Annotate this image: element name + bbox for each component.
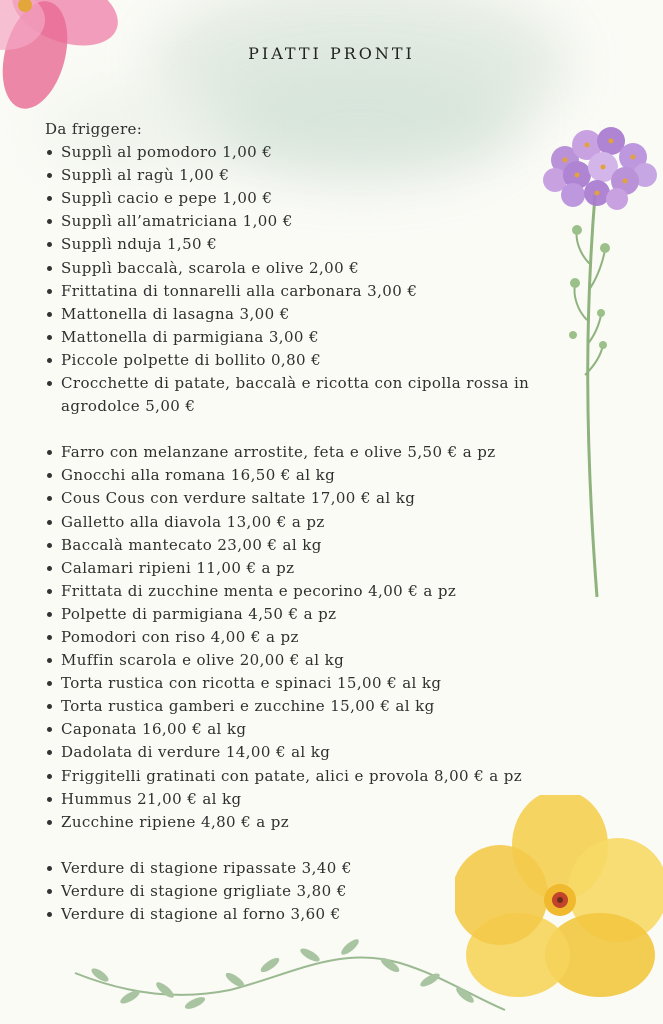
- list-item: Muffin scarola e olive 20,00 € al kg: [45, 649, 585, 672]
- list-item: Gnocchi alla romana 16,50 € al kg: [45, 464, 585, 487]
- list-item: Calamari ripieni 11,00 € a pz: [45, 557, 585, 580]
- list-item: Frittatina di tonnarelli alla carbonara 3,00 €: [45, 280, 585, 303]
- list-item: Supplì all’amatriciana 1,00 €: [45, 210, 585, 233]
- veg-list: [45, 857, 585, 926]
- list-item: Supplì baccalà, scarola e olive 2,00 €: [45, 257, 585, 280]
- list-item: Pomodori con riso 4,00 € a pz: [45, 626, 585, 649]
- list-item: Zucchine ripiene 4,80 € a pz: [45, 811, 585, 834]
- list-item: Piccole polpette di bollito 0,80 €: [45, 349, 585, 372]
- list-item: Farro con melanzane arrostite, feta e olive 5,50 € a pz: [45, 441, 585, 464]
- list-item: Baccalà mantecato 23,00 € al kg: [45, 534, 585, 557]
- list-item: Cous Cous con verdure saltate 17,00 € al kg: [45, 487, 585, 510]
- list-item: Supplì nduja 1,50 €: [45, 233, 585, 256]
- leaf-vine-icon: [70, 935, 510, 1020]
- dish-list: [45, 441, 585, 834]
- list-item: Crocchette di patate, baccalà e ricotta con cipolla rossa in agrodolce 5,00 €: [45, 372, 585, 418]
- list-item: Caponata 16,00 € al kg: [45, 718, 585, 741]
- pink-flower-icon: [0, 0, 150, 130]
- list-item: Galletto alla diavola 13,00 € a pz: [45, 511, 585, 534]
- list-item: Verdure di stagione grigliate 3,80 €: [45, 880, 585, 903]
- list-item: Polpette di parmigiana 4,50 € a pz: [45, 603, 585, 626]
- list-item: Verdure di stagione ripassate 3,40 €: [45, 857, 585, 880]
- list-item: Torta rustica con ricotta e spinaci 15,00 € al kg: [45, 672, 585, 695]
- list-item: Verdure di stagione al forno 3,60 €: [45, 903, 585, 926]
- menu-list: [45, 118, 585, 926]
- list-item: Supplì al pomodoro 1,00 €: [45, 141, 585, 164]
- page-title: PIATTI PRONTI: [248, 44, 415, 63]
- list-item: Dadolata di verdure 14,00 € al kg: [45, 741, 585, 764]
- list-item: Torta rustica gamberi e zucchine 15,00 € al kg: [45, 695, 585, 718]
- list-item: Friggitelli gratinati con patate, alici e provola 8,00 € a pz: [45, 765, 585, 788]
- list-item: Supplì cacio e pepe 1,00 €: [45, 187, 585, 210]
- list-item: Mattonella di lasagna 3,00 €: [45, 303, 585, 326]
- list-item: Mattonella di parmigiana 3,00 €: [45, 326, 585, 349]
- section-label-fry: Da friggere:: [45, 120, 143, 138]
- list-item: Supplì al ragù 1,00 €: [45, 164, 585, 187]
- list-item: Frittata di zucchine menta e pecorino 4,00 € a pz: [45, 580, 585, 603]
- fry-list: [45, 141, 585, 418]
- list-item: Hummus 21,00 € al kg: [45, 788, 585, 811]
